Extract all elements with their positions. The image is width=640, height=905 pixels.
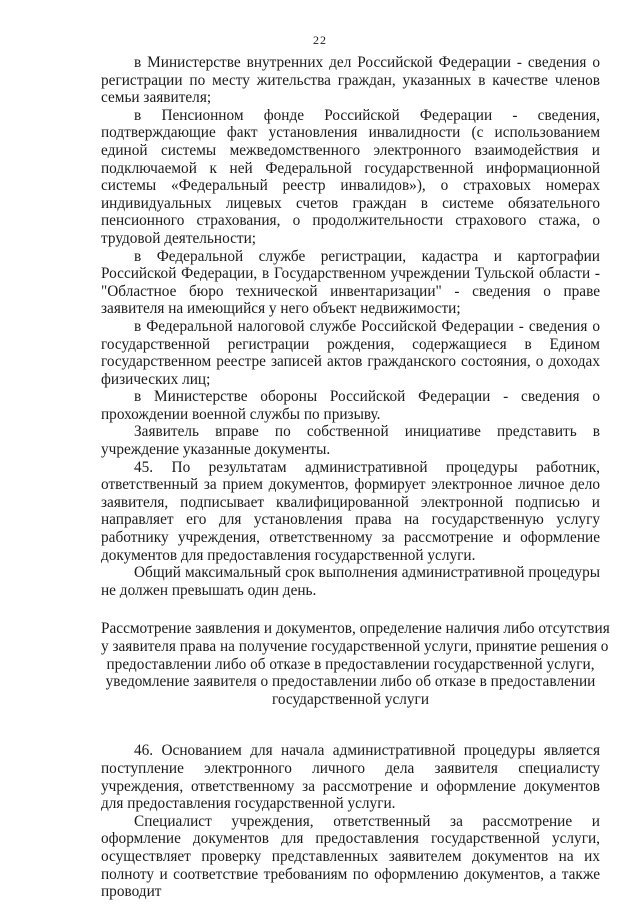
document-body <box>101 54 610 901</box>
section-heading-line: Рассмотрение заявления и документов, определение наличия либо отсутствия <box>101 620 610 638</box>
paragraph-tax-service: в Федеральной налоговой службе Российской Федерации - сведения о государственной регистрации рождения, содержащиеся в Едином государственном реестре записей актов гражданского состояния, о доходах физических лиц; <box>101 317 600 388</box>
paragraph-max-duration: Общий максимальный срок выполнения административной процедуры не должен превышать один день. <box>101 564 600 599</box>
page-number: 22 <box>313 33 327 47</box>
section-heading-line: у заявителя права на получение государственной услуги, принятие решения о <box>101 638 609 655</box>
paragraph-item-46: 46. Основанием для начала административной процедуры является поступление электронного личного дела заявителя специалисту учреждения, ответственному за рассмотрение и оформление документов для предоставления государственной услуги. <box>101 742 600 813</box>
paragraph-rosreestr: в Федеральной службе регистрации, кадастра и картографии Российской Федерации, в Государственном учреждении Тульской области - "Областное бюро технической инвентаризации" - сведения о праве заявителя на имеющийся у него объект недвижимости; <box>101 247 600 318</box>
section-heading <box>101 620 610 708</box>
section-heading-line: государственной услуги <box>271 690 430 708</box>
paragraph-applicant-right: Заявитель вправе по собственной инициативе представить в учреждение указанные документы. <box>101 423 600 459</box>
paragraph-mvd: в Министерстве внутренних дел Российской Федерации - сведения о регистрации по месту жительства граждан, указанных в качестве членов семьи заявителя; <box>101 54 600 107</box>
paragraph-item-45: 45. По результатам административной процедуры работник, ответственный за прием документов, формирует электронное личное дело заявителя, подписывает квалифицированной электронной подписью и направляет его для установления права на государственную услугу работнику учреждения, ответственному за рассмотрение и оформление документов для предоставления государственной услуги. <box>101 458 600 564</box>
paragraph-pension-fund: в Пенсионном фонде Российской Федерации - сведения, подтверждающие факт установления инвалидности (с использованием единой системы межведомственного электронного взаимодействия и подключаемой к ней Федеральной государственной информационной системы «Федеральный реестр инвалидов»), о страховых номерах индивидуальных лицевых счетов граждан в системе обязательного пенсионного страхования, о продолжительности страхового стажа, о трудовой деятельности; <box>101 106 600 247</box>
paragraph-specialist-check: Специалист учреждения, ответственный за рассмотрение и оформление документов для предоставления государственной услуги, осуществляет проверку представленных заявителем документов на их полноту и соответствие требованиям по оформлению документов, а также проводит <box>101 812 600 901</box>
paragraph-defense-ministry: в Министерстве обороны Российской Федерации - сведения о прохождении военной службы по призыву. <box>101 388 600 423</box>
section-heading-line: предоставлении либо об отказе в предоставлении государственной услуги, <box>106 655 595 673</box>
section-heading-line: уведомление заявителя о предоставлении либо об отказе в предоставлении <box>105 673 596 691</box>
